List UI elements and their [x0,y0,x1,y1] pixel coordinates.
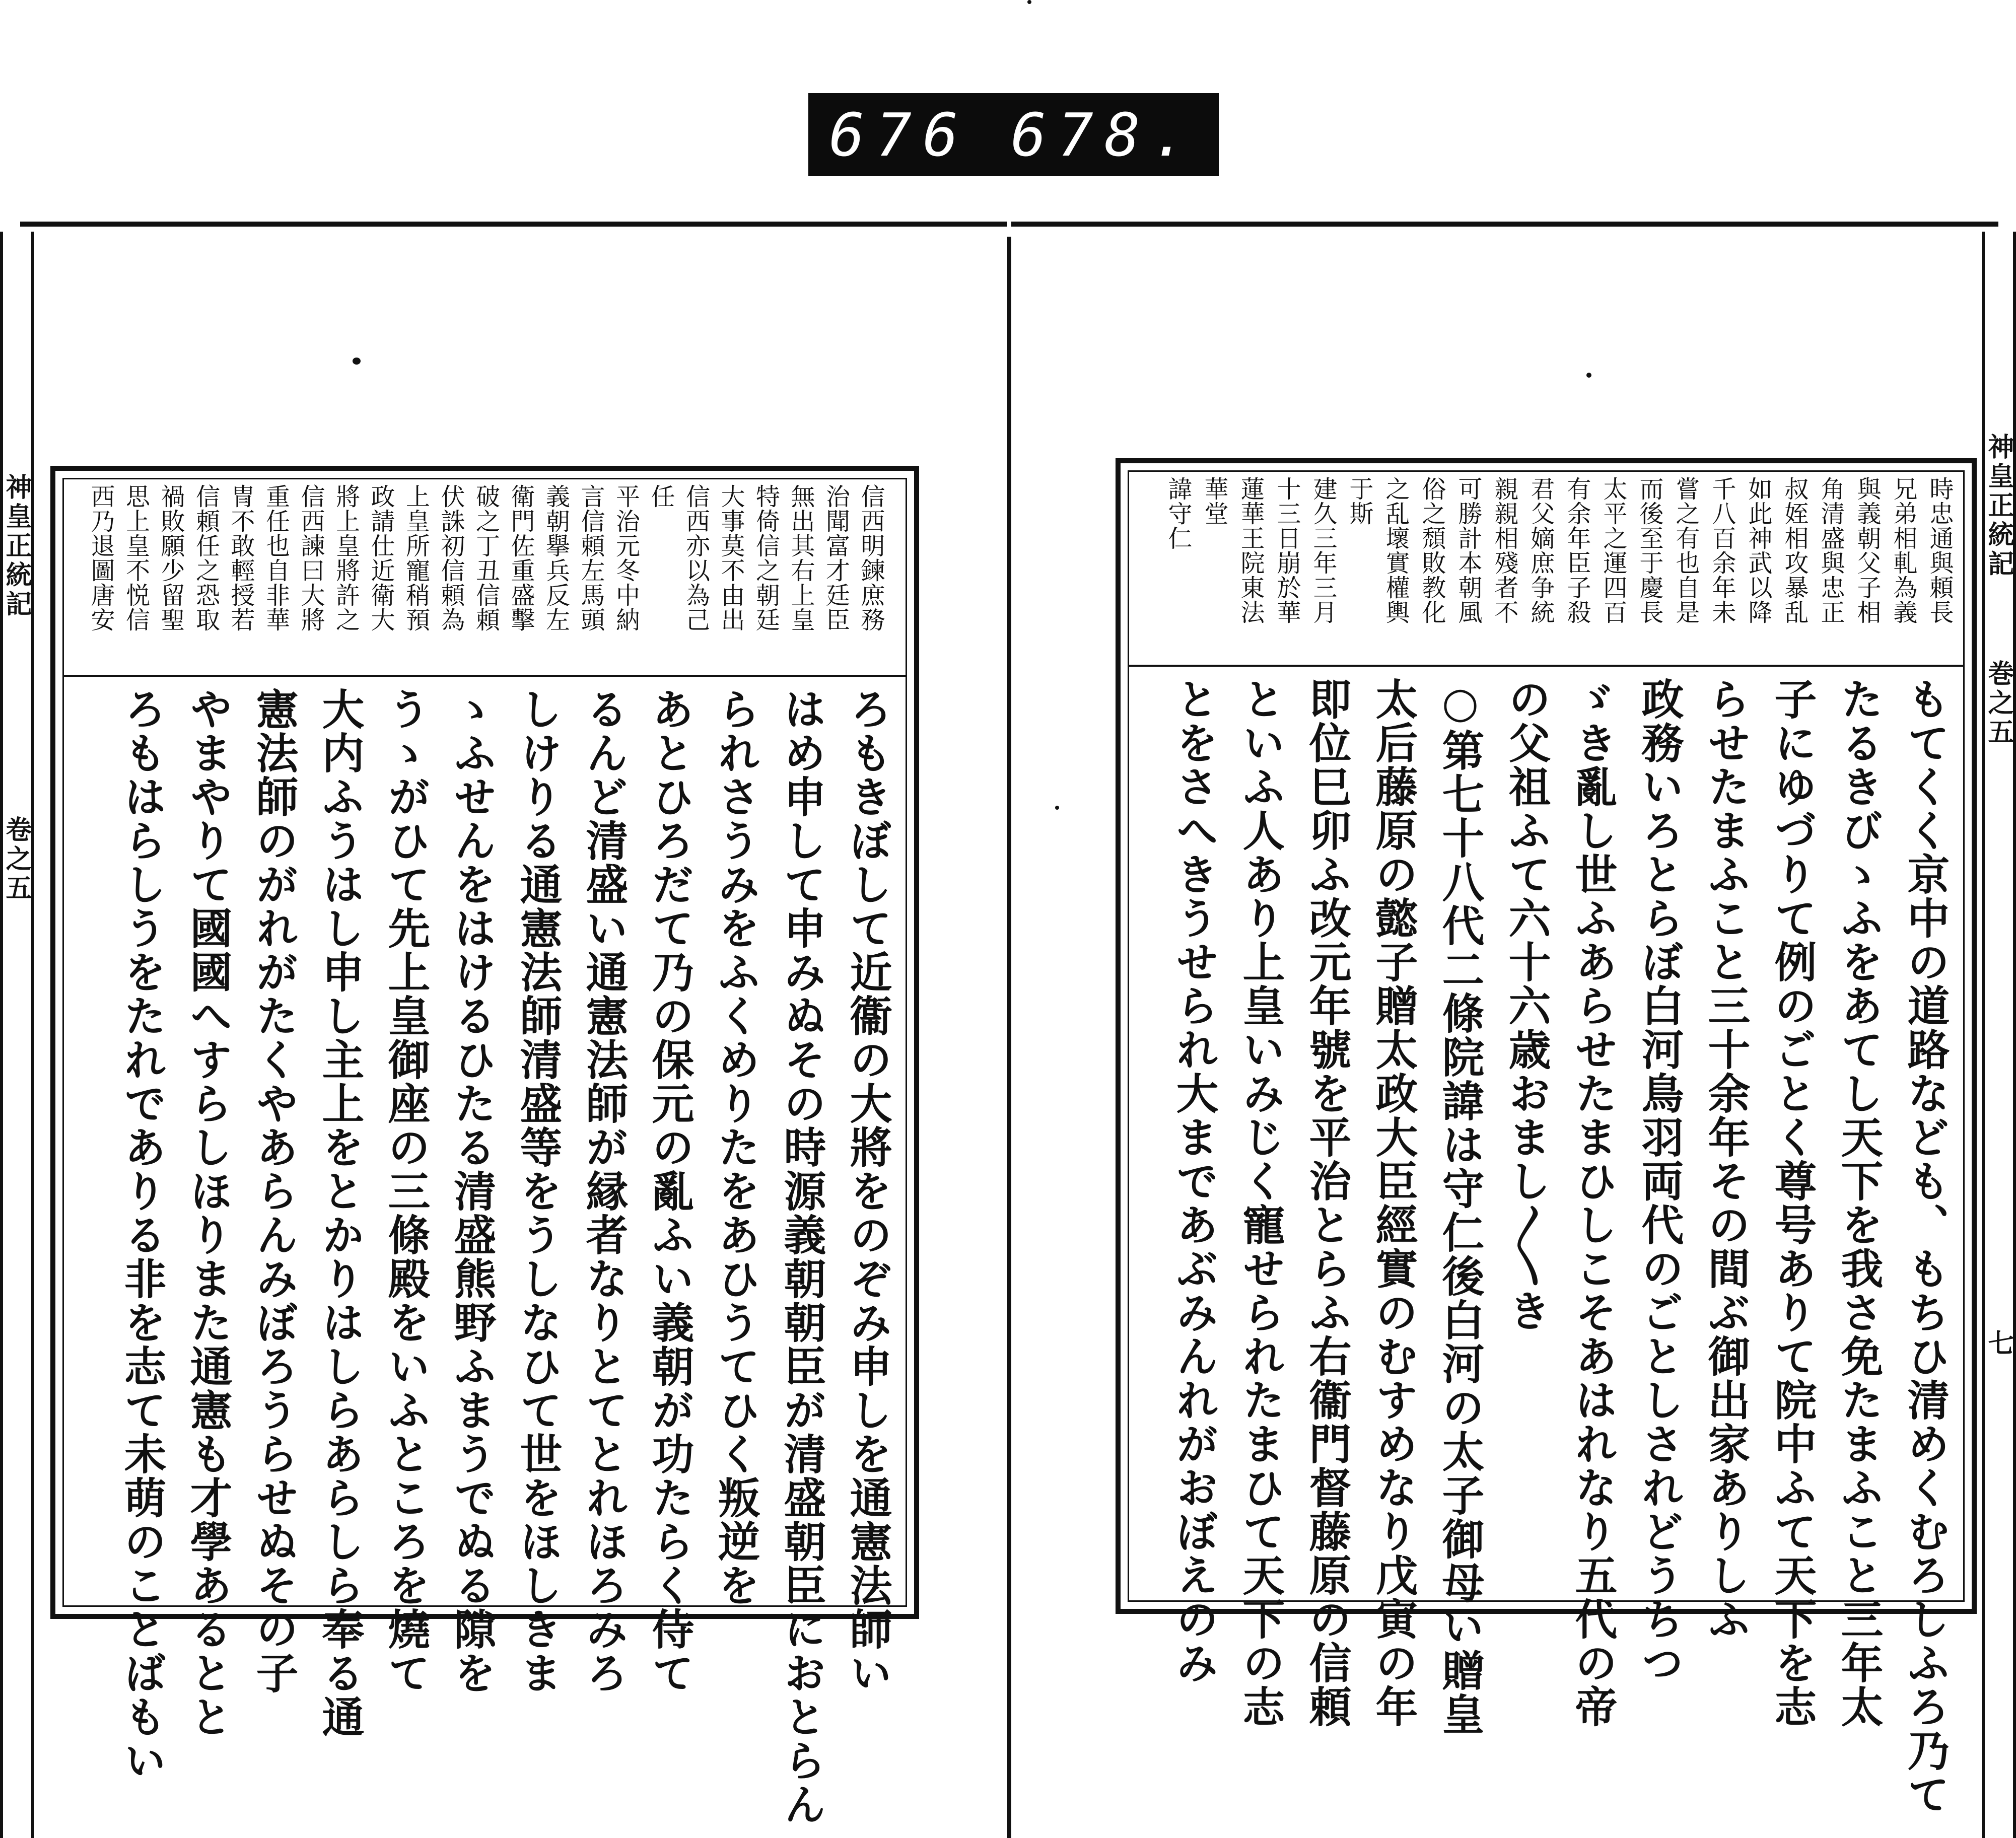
commentary-column: 無出其右上皇 [787,484,815,632]
main-text-column: らせたまふこと三十余年その間ぶ御出家ありしふ [1701,677,1751,1641]
commentary-column: 角清盛與忠正 [1817,476,1845,624]
page-number-stamp [808,93,1219,176]
commentary-column: 信西諫曰大將 [297,484,325,632]
main-text-column: やまやりて國國へすらしほりまた通憲も才學あるとと [183,687,233,1739]
left-page-frame [50,466,919,1826]
stamp-right-number: 678. [1010,100,1199,170]
main-text-column: といふ人あり上皇いみじく寵せられたまひて天下の志 [1236,677,1286,1729]
main-text-column: ゞき亂し世ふあらせたまひしこそあはれなり五代の帝 [1568,677,1618,1729]
commentary-column: 大事莫不由出 [717,484,745,632]
commentary-column: 伏誅初信頼為 [437,484,465,632]
commentary-column: 衛門佐重盛擊 [507,484,535,632]
commentary-column: 破之丁丑信頼 [471,484,500,632]
left-side-title: 神皇正統記 [1,473,32,619]
commentary-column: 上皇所寵稍預 [401,484,430,632]
main-text-column: 大内ふうはし申し主上をとかりはしらあらしら奉る通 [315,687,365,1739]
scan-speck [1055,806,1059,810]
commentary-column: 任 [647,484,675,509]
main-text-column: しけりる通憲法師清盛等をうしなひて世をほしきま [513,687,563,1695]
commentary-column: 義朝擧兵反左 [541,484,570,632]
commentary-column: 重任也自非華 [261,484,290,632]
main-text-column: 政務いろとらぼ白河鳥羽両代のごとしされどうちつ [1635,677,1685,1685]
main-text-column: られさうみをふくめりたをあひうてひく叛逆を [711,687,761,1607]
left-side-volume: 卷之五 [1,816,32,903]
commentary-column: 叔姪相攻暴乱 [1780,476,1809,624]
main-text-column: もてくく京中の道路なども、もちひ清めくむろしふろ乃て [1901,677,1951,1816]
main-text-column: 憲法師のがれがたくやあらんみぼろうらせぬその子 [249,687,299,1695]
commentary-column: 有余年臣子殺 [1563,476,1591,624]
right-page-top-edge [1011,222,1998,247]
main-text-column: ろもきぼして近衞の大將をのぞみ申しを通憲法師い [843,687,893,1695]
left-side-strip [0,232,34,1838]
commentary-column: 之乱壞實權輿 [1381,476,1410,624]
commentary-column: 言信頼左馬頭 [577,484,605,632]
commentary-column: 而後至于慶長 [1635,476,1663,624]
commentary-column: 西乃退圖唐安 [87,484,115,632]
main-text-column: ろもはらしうをたれでありる非を志て未萌のことばもい [117,687,167,1783]
commentary-column: 特倚信之朝廷 [751,484,780,632]
left-header-divider [62,675,907,677]
commentary-column: 太平之運四百 [1599,476,1627,624]
commentary-column: 信西亦以為己 [681,484,710,632]
main-text-column: の父祖ふて六十六歳おまし〳〵き [1502,677,1552,1333]
commentary-column: 信西明鍊庶務 [857,484,885,632]
commentary-column: 親親相殘者不 [1490,476,1518,624]
commentary-column: 時忠通與頼長 [1925,476,1954,624]
commentary-column: 華堂 [1200,476,1228,526]
main-text-column: ゝふせんをはけるひたる清盛熊野ふまうでぬる隙を [447,687,497,1695]
commentary-column: 思上皇不悦信 [121,484,150,632]
commentary-column: 嘗之有也自是 [1672,476,1700,624]
main-text-column: はめ申して申みぬその時源義朝朝臣が清盛朝臣におとらん [777,687,827,1826]
right-page-frame [1116,458,1977,1816]
scan-speck [1027,0,1031,4]
right-header-divider [1128,665,1965,667]
commentary-column: 政請仕近衛大 [367,484,395,632]
commentary-column: 兄弟相軋為義 [1889,476,1917,624]
left-page-top-edge [20,222,1007,247]
right-side-title: 神皇正統記 [1983,433,2014,579]
book-spine [1007,237,1011,1838]
commentary-column: 與義朝父子相 [1853,476,1881,624]
commentary-column: 將上皇將許之 [331,484,360,632]
commentary-column: 建久三年三月 [1309,476,1337,624]
main-text-column: 太后藤原の懿子贈太政大臣經實のむすめなり戊寅の年 [1369,677,1419,1729]
main-text-column: 子にゆづりて例のごとく尊号ありて院中ふて天下を志 [1768,677,1818,1729]
commentary-column: 禍敗願少留聖 [157,484,185,632]
commentary-column: 信頼任之恐取 [191,484,220,632]
commentary-column: 十三日崩於華 [1273,476,1301,624]
right-side-page-number: 七 [1983,1329,2014,1359]
commentary-column: 諱守仁 [1164,476,1192,550]
commentary-column: 蓮華王院東法 [1236,476,1265,624]
commentary-column: 治聞富才廷臣 [821,484,850,632]
main-text-column: るんど清盛い通憲法師が縁者なりとてとれほろみろ [579,687,629,1695]
main-text-column: 即位巳卯ふ改元年號を平治とらふ右衞門督藤原の信頼 [1302,677,1352,1729]
right-side-volume: 巻之五 [1983,660,2014,747]
scan-speck [1586,373,1591,378]
commentary-column: 俗之頹敗教化 [1418,476,1446,624]
main-text-column: たるきびゝふをあてし天下を我さ免たまふこと三年太 [1834,677,1884,1729]
commentary-column: 于斯 [1345,476,1373,526]
main-text-column: とをさへきうせられ大まであぶみんれがおぼえのみ [1169,677,1219,1685]
commentary-column: 平治元冬中納 [611,484,640,632]
commentary-column: 如此神武以降 [1744,476,1772,624]
stamp-left-number: 676 [828,100,970,170]
commentary-column: 冑不敢輕授若 [227,484,255,632]
main-text-column: あとひろだて乃の保元の亂ふい義朝が功たらく侍て [645,687,695,1695]
commentary-column: 君父嫡庶争統 [1526,476,1555,624]
commentary-column: 千八百余年未 [1708,476,1736,624]
main-text-column: うゝがひて先上皇御座の三條殿をいふところを燒て [381,687,431,1695]
main-text-column: ○第七十八代二條院諱は守仁後白河の太子御母い贈皇 [1435,677,1485,1736]
commentary-column: 可勝計本朝風 [1454,476,1482,624]
scan-speck [353,358,361,365]
